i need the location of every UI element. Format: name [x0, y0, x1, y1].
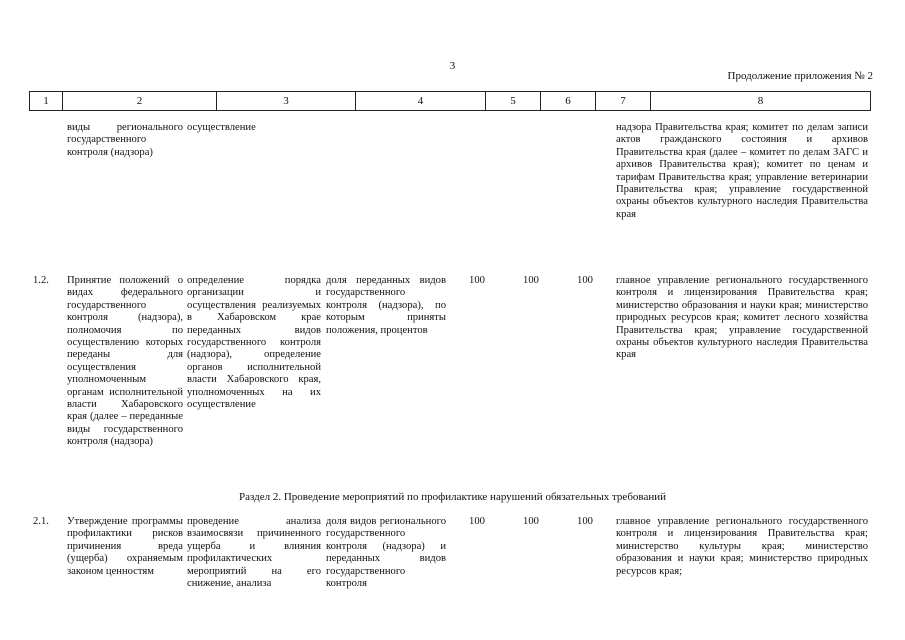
header-col-4: 4 [356, 92, 486, 111]
row1-value-6: 100 [523, 275, 539, 286]
row1-measure: Принятие положений о видах федерального государственного контроля (надзора), полномочия по осуществлению которых переданы для осуществления уполномоченным органам исполнительной власти Хабаровского края (далее – переданные виды государственного контроля (надзора) [67, 275, 183, 448]
row0-purpose: осуществление [187, 122, 256, 133]
row0-type: виды регионального государственного контроля (надзора) [67, 122, 183, 158]
header-col-5: 5 [486, 92, 541, 111]
header-col-2: 2 [63, 92, 217, 111]
header-col-6: 6 [541, 92, 596, 111]
header-col-8: 8 [651, 92, 871, 111]
row1-indicator: доля переданных видов государственного контроля (надзора), по которым приняты положения, процентов [326, 275, 446, 336]
header-col-7: 7 [596, 92, 651, 111]
row2-responsible: главное управление регионального государственного контроля и лицензирования Правительства края; министерство культуры края; министерство образования и науки края; министерство природных ресурсов края; [616, 516, 868, 577]
row1-responsible: главное управление регионального государственного контроля и лицензирования Правительства края; министерство образования и науки края; министерство природных ресурсов края; комитет лесного хозяйства Правительства края; управление государственной охраны объектов культурного наследия Правительства края [616, 275, 868, 361]
row0-responsible: надзора Правительства края; комитет по делам записи актов гражданского состояния и архивов Правительства края (далее – комитет по делам ЗАГС и архивов Правительства края); комитет по ценам и тарифам Правительства края; управление ветеринарии Правительства края; управление государственной охраны объектов культурного наследия Правительства края [616, 122, 868, 220]
row2-value-6: 100 [523, 516, 539, 527]
row2-value-7: 100 [577, 516, 593, 527]
table-header [29, 91, 871, 111]
section-2-title: Раздел 2. Проведение мероприятий по профилактике нарушений обязательных требований [238, 491, 667, 503]
row1-value-7: 100 [577, 275, 593, 286]
row1-number: 1.2. [33, 275, 49, 286]
page-number: 3 [449, 60, 456, 72]
row2-indicator: доля видов регионального государственного контроля (надзора) и переданных видов государственного контроля [326, 516, 446, 590]
continuation-note: Продолжение приложения № 2 [727, 70, 873, 82]
row1-purpose: определение порядка организации и осуществления реализуемых в Хабаровском крае переданных видов государственного контроля (надзора), определение органов исполнительной власти Хабаровского края, уполномоченных на их осуществление [187, 275, 321, 411]
row2-number: 2.1. [33, 516, 49, 527]
row2-purpose: проведение анализа взаимосвязи причиненного ущерба и влияния профилактических мероприятий на его снижение, анализа [187, 516, 321, 590]
row1-value-5: 100 [469, 275, 485, 286]
row2-measure: Утверждение программы профилактики рисков причинения вреда (ущерба) охраняемым законом ценностям [67, 516, 183, 577]
header-col-1: 1 [43, 94, 49, 107]
header-col-3: 3 [217, 92, 356, 111]
row2-value-5: 100 [469, 516, 485, 527]
